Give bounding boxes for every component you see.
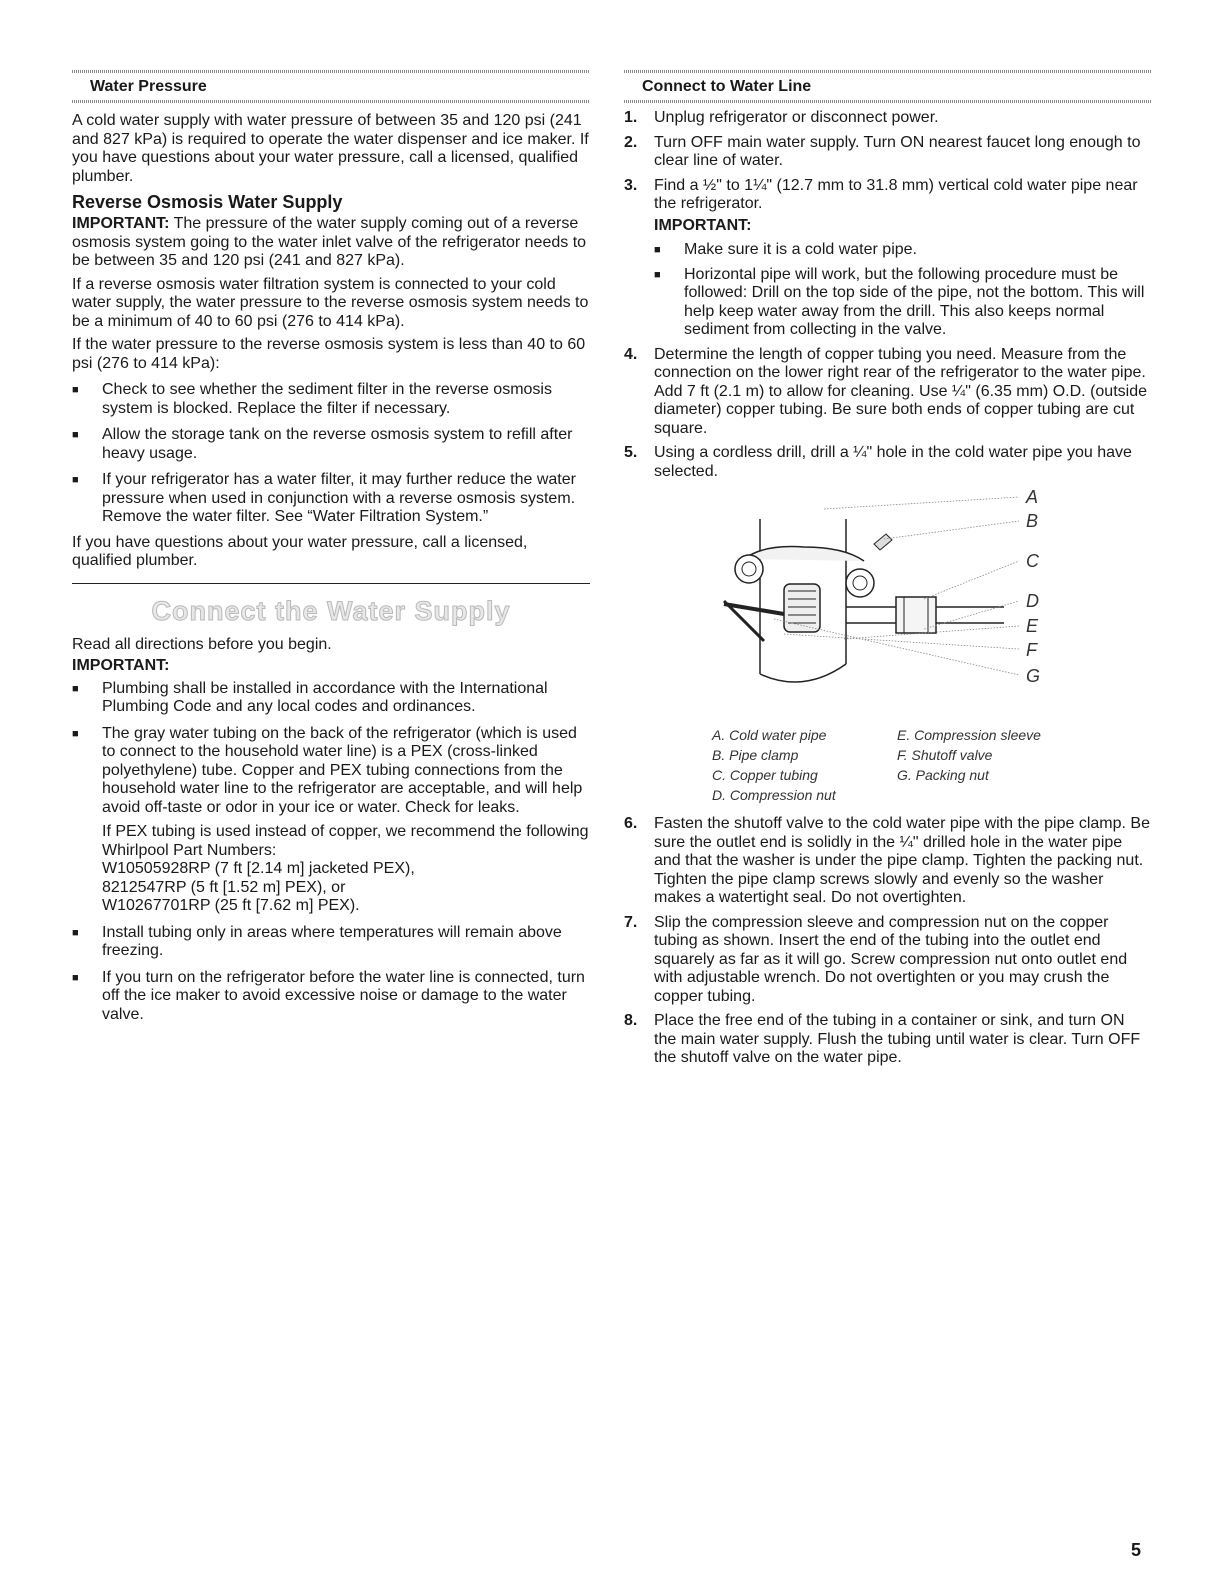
- ro-paragraph-3: If the water pressure to the reverse osmosis system is less than 40 to 60 psi (276 to 414 kPa):: [72, 336, 586, 372]
- connect-bullet-2-text: The gray water tubing on the back of the refrigerator (which is used to connect to the household water line) is a PEX (cross-linked polyethylene) tube. Copper and PEX tubing connections from the household water line to the refrigerator are acceptable, and will help avoid off-taste or odor in your ice or water. Check for leaks.: [102, 724, 583, 816]
- legend-e: E. Compression sleeve: [897, 727, 1041, 743]
- ro-important-paragraph: [72, 215, 590, 271]
- step-6: [624, 815, 1151, 908]
- legend-d: D. Compression nut: [712, 787, 836, 803]
- step-3-important-label: IMPORTANT:: [654, 216, 752, 234]
- letter-c: C: [1026, 551, 1039, 571]
- letter-g: G: [1026, 666, 1041, 686]
- step-2-number: 2.: [624, 133, 638, 151]
- letter-d: D: [1026, 591, 1039, 611]
- reverse-osmosis-heading: Reverse Osmosis Water Supply: [72, 192, 343, 212]
- legend-f: F. Shutoff valve: [897, 747, 993, 763]
- ro-bullet-2: ■ Allow the storage tank on the reverse osmosis system to refill after heavy usage.: [72, 426, 590, 463]
- step-8-text: Place the free end of the tubing in a container or sink, and turn ON the main water supply. Flush the tubing until water is clear. Turn OFF the shutoff valve on the water pipe.: [654, 1012, 1141, 1066]
- connect-water-supply-title: Connect the Water Supply: [151, 595, 511, 626]
- step-2: [624, 134, 1151, 171]
- step-3-bullet-1: ■ Make sure it is a cold water pipe.: [654, 241, 1151, 260]
- step-8-number: 8.: [624, 1012, 638, 1029]
- step-3-number: 3.: [624, 176, 638, 194]
- water-pressure-paragraph: A cold water supply with water pressure of between 35 and 120 psi (241 and 827 kPa) is required to operate the water dispenser and ice maker. If you have questions about your water pressure, call a licensed, qualified plumber.: [72, 112, 589, 185]
- page-number: 5: [1131, 1540, 1142, 1560]
- ro-bullet-1: ■ Check to see whether the sediment filter in the reverse osmosis system is blocked. Replace the filter if necessary.: [72, 381, 590, 418]
- copper-tubing: [846, 597, 1004, 633]
- pex-part-3: W10267701RP (25 ft [7.62 m] PEX).: [102, 897, 360, 914]
- step-7-text: Slip the compression sleeve and compression nut on the copper tubing as shown. Insert the end of the tubing into the outlet end squarely as far as it will go. Screw compression nut onto outlet end with adjustable wrench. Do not overtighten or you may crush the copper tubing.: [654, 913, 1128, 1005]
- ro-important-text: The pressure of the water supply coming out of a reverse osmosis system going to the water inlet valve of the refrigerator needs to be between 35 and 120 psi (241 and 827 kPa).: [72, 215, 587, 269]
- step-5-text: Using a cordless drill, drill a ¼" hole in the cold water pipe you have selected.: [654, 444, 1132, 480]
- connect-bullet-list: [72, 680, 590, 1025]
- step-4-text: Determine the length of copper tubing you need. Measure from the connection on the lower right rear of the refrigerator to the water pipe. Add 7 ft (2.1 m) to allow for cleaning. Use ¼" (6.35 mm) O.D. (outside diameter) copper tubing. Be sure both ends of copper tubing are cut square.: [654, 345, 1147, 437]
- letter-b: B: [1026, 511, 1039, 531]
- letter-e: E: [1026, 616, 1039, 636]
- diagram-letters: [1025, 489, 1040, 686]
- diagram-legend: [712, 725, 1151, 805]
- step-3-bullet-2: ■ Horizontal pipe will work, but the following procedure must be followed: Drill on the top side of the pipe, not the bottom. This will help keep water away from the drill. This also keeps normal sediment from collecting in the valve.: [654, 266, 1151, 340]
- connect-bullet-3: ■ Install tubing only in areas where temperatures will remain above freezing.: [72, 924, 590, 961]
- legend-g: G. Packing nut: [897, 767, 989, 783]
- legend-a: A. Cold water pipe: [712, 727, 827, 743]
- step-4: [624, 346, 1151, 439]
- connect-important-label: IMPORTANT:: [72, 657, 170, 674]
- step-2-text: Turn OFF main water supply. Turn ON nearest faucet long enough to clear line of water.: [654, 133, 1141, 169]
- right-column: [624, 70, 1151, 1068]
- connect-water-line-heading: Connect to Water Line: [624, 70, 1151, 103]
- ro-paragraph-2: If a reverse osmosis water filtration system is connected to your cold water supply, the water pressure to the reverse osmosis system needs to be a minimum of 40 to 60 psi (276 to 414 kPa).: [72, 275, 589, 330]
- steps-list-continued: [624, 815, 1151, 1068]
- shutoff-valve-diagram: [624, 489, 1151, 719]
- shutoff-valve: [724, 584, 820, 641]
- step-1-number: 1.: [624, 109, 638, 126]
- legend-c: C. Copper tubing: [712, 767, 818, 783]
- connect-intro: Read all directions before you begin.: [72, 635, 332, 653]
- step-5-number: 5.: [624, 444, 638, 461]
- pex-part-2: 8212547RP (5 ft [1.52 m] PEX), or: [102, 878, 346, 896]
- ro-bullet-list: [72, 381, 590, 527]
- connect-bullet-1: ■ Plumbing shall be installed in accordance with the International Plumbing Code and any local codes and ordinances.: [72, 680, 590, 717]
- letter-f: F: [1026, 640, 1037, 660]
- step-1-text: Unplug refrigerator or disconnect power.: [654, 109, 939, 126]
- step-4-number: 4.: [624, 345, 638, 363]
- steps-list: [624, 109, 1151, 481]
- pex-intro: If PEX tubing is used instead of copper, we recommend the following Whirlpool Part Numbers:: [102, 823, 589, 859]
- step-3-text: Find a ½" to 1¼" (12.7 mm to 31.8 mm) vertical cold water pipe near the refrigerator.: [654, 176, 1138, 212]
- section-divider: [72, 583, 590, 584]
- step-7-number: 7.: [624, 913, 638, 931]
- connect-bullet-2: [72, 725, 590, 916]
- ro-important-label: IMPORTANT:: [72, 215, 170, 232]
- step-3-bullets: [654, 241, 1151, 340]
- pex-paragraph: [102, 823, 590, 916]
- step-8: [624, 1012, 1151, 1068]
- ro-paragraph-4: If you have questions about your water pressure, call a licensed, qualified plumber.: [72, 533, 528, 569]
- legend-b: B. Pipe clamp: [712, 747, 799, 763]
- water-pressure-heading: Water Pressure: [72, 70, 590, 103]
- step-1: [624, 109, 1151, 128]
- step-5: [624, 444, 1151, 481]
- left-column: [72, 70, 590, 1024]
- connect-bullet-4: ■ If you turn on the refrigerator before the water line is connected, turn off the ice maker to avoid excessive noise or damage to the water valve.: [72, 969, 590, 1025]
- diagram-svg: [624, 489, 1151, 719]
- step-7: [624, 914, 1151, 1007]
- letter-a: A: [1026, 489, 1039, 507]
- step-6-text: Fasten the shutoff valve to the cold water pipe with the pipe clamp. Be sure the outlet end is solidly in the ¼" drilled hole in the water pipe and that the washer is under the pipe clamp. Tighten the packing nut. Tighten the pipe clamp screws slowly and evenly so the washer makes a watertight seal. Do not overtighten.: [654, 815, 1150, 906]
- step-3: [624, 177, 1151, 340]
- pex-part-1: W10505928RP (7 ft [2.14 m] jacketed PEX),: [102, 860, 415, 877]
- step-6-number: 6.: [624, 815, 638, 832]
- ro-bullet-3: ■ If your refrigerator has a water filter, it may further reduce the water pressure when used in conjunction with a reverse osmosis system. Remove the water filter. See “Water Filtration System.”: [72, 471, 590, 527]
